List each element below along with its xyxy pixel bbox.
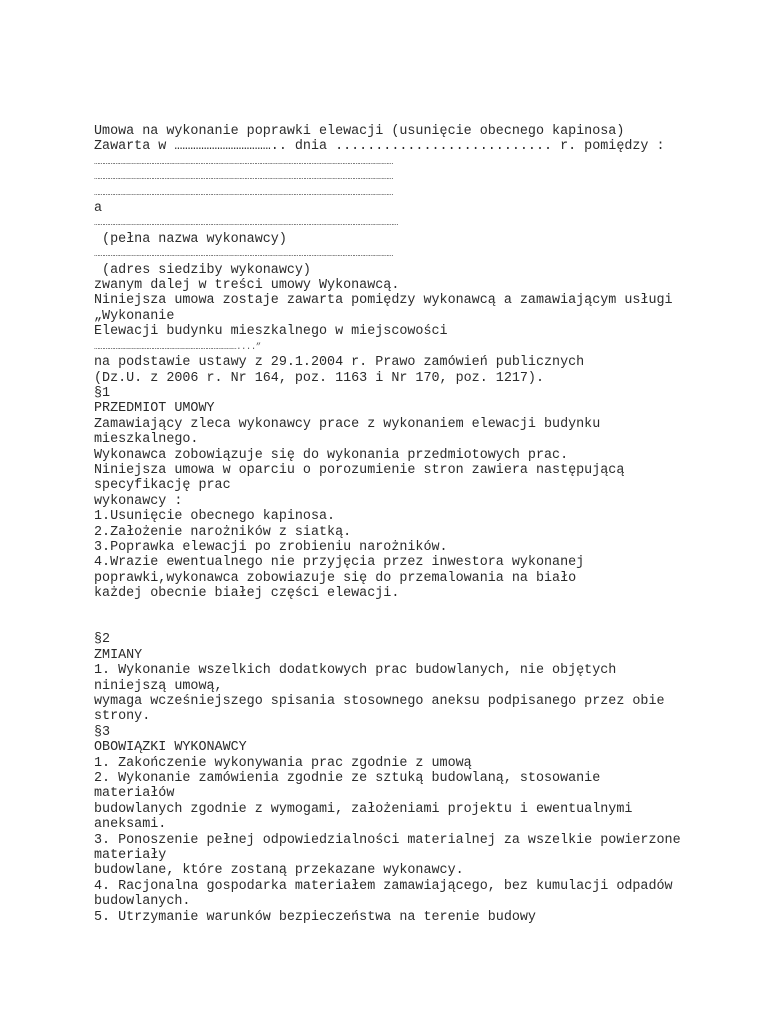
document-line: „Wykonanie bbox=[94, 308, 175, 324]
document-line: wykonawcy : bbox=[94, 493, 183, 509]
document-line: budowlanych zgodnie z wymogami, założeniami projektu i ewentualnymi bbox=[94, 801, 633, 817]
document-line: Zawarta w ……………………………….. dnia ........................... r. pomiędzy : bbox=[94, 139, 665, 155]
document-line: niniejszą umową, bbox=[94, 678, 223, 694]
document-line: Umowa na wykonanie poprawki elewacji (usunięcie obecnego kapinosa) bbox=[94, 124, 625, 139]
document-line: PRZEDMIOT UMOWY bbox=[94, 401, 215, 417]
blank-fill-line: ………………………………………………………………………………………………………………………………………………………………… bbox=[94, 156, 393, 167]
document-line: Niniejsza umowa w oparciu o porozumienie stron zawiera następującą bbox=[94, 462, 625, 478]
document-line: aneksami. bbox=[94, 817, 167, 833]
document-line: (Dz.U. z 2006 r. Nr 164, poz. 1163 i Nr 170, poz. 1217). bbox=[94, 370, 544, 386]
document-line: 1. Zakończenie wykonywania prac zgodnie z umową bbox=[94, 755, 472, 771]
document-line: na podstawie ustawy z 29.1.2004 r. Prawo zamówień publicznych bbox=[94, 355, 585, 371]
document-line: 4.Wrazie ewentualnego nie przyjęcia przez inwestora wykonanej bbox=[94, 555, 585, 571]
document-line: zwanym dalej w treści umowy Wykonawcą. bbox=[94, 278, 400, 294]
document-line: 3.Poprawka elewacji po zrobieniu narożników. bbox=[94, 539, 448, 555]
document-line: (pełna nazwa wykonawcy) bbox=[94, 231, 287, 247]
blank-fill-line: …………………………………………………………………………………………………………………………………………………………………… bbox=[94, 218, 398, 229]
document-line: budowlanych. bbox=[94, 894, 191, 910]
blank-fill-line: ……………………………………………………………………………....” bbox=[94, 341, 261, 352]
document-line: 3. Ponoszenie pełnej odpowiedzialności materialnej za wszelkie powierzone bbox=[94, 832, 681, 848]
document-line: 4. Racjonalna gospodarka materiałem zamawiającego, bez kumulacji odpadów bbox=[94, 878, 673, 894]
document-line: 1. Wykonanie wszelkich dodatkowych prac budowlanych, nie objętych bbox=[94, 663, 617, 679]
document-line: 1.Usunięcie obecnego kapinosa. bbox=[94, 509, 336, 525]
document-line: §1 bbox=[94, 385, 111, 401]
document-line: mieszkalnego. bbox=[94, 432, 199, 448]
document-line: strony. bbox=[94, 709, 151, 725]
document-line: Wykonawca zobowiązuje się do wykonania przedmiotowych prac. bbox=[94, 447, 569, 463]
document-line: wymaga wcześniejszego spisania stosownego aneksu podpisanego przez obie bbox=[94, 694, 665, 709]
document-line: 2. Wykonanie zamówienia zgodnie ze sztuką budowlaną, stosowanie bbox=[94, 771, 601, 787]
document-line: materiały bbox=[94, 848, 167, 864]
blank-fill-line: ………………………………………………………………………………………………………………………………………………………………… bbox=[94, 249, 393, 260]
document-line: 2.Założenie narożników z siatką. bbox=[94, 524, 352, 540]
document-line: każdej obecnie białej części elewacji. bbox=[94, 586, 400, 602]
document-line: materiałów bbox=[94, 786, 175, 802]
document-line: §2 bbox=[94, 632, 111, 648]
blank-fill-line: ………………………………………………………………………………………………………………………………………………………………… bbox=[94, 187, 393, 198]
document-line: 5. Utrzymanie warunków bezpieczeństwa na terenie budowy bbox=[94, 909, 536, 925]
document-line: (adres siedziby wykonawcy) bbox=[94, 262, 311, 278]
document-line: Niniejsza umowa zostaje zawarta pomiędzy wykonawcą a zamawiającym usługi bbox=[94, 293, 673, 309]
document-body bbox=[94, 124, 724, 925]
document-line: §3 bbox=[94, 724, 111, 740]
document-line: OBOWIĄZKI WYKONAWCY bbox=[94, 740, 247, 756]
blank-line bbox=[94, 602, 724, 617]
document-line: Zamawiający zleca wykonawcy prace z wykonaniem elewacji budynku bbox=[94, 416, 601, 432]
blank-line bbox=[94, 617, 724, 632]
document-line: Elewacji budynku mieszkalnego w miejscowości bbox=[94, 324, 448, 340]
document-line: budowlane, które zostaną przekazane wykonawcy. bbox=[94, 863, 464, 879]
document-line: a bbox=[94, 201, 103, 217]
blank-fill-line: ………………………………………………………………………………………………………………………………………………………………… bbox=[94, 172, 393, 183]
document-line: ZMIANY bbox=[94, 647, 143, 663]
document-line: poprawki,wykonawca zobowiazuje się do przemalowania na biało bbox=[94, 570, 577, 586]
document-line: specyfikację prac bbox=[94, 478, 231, 494]
